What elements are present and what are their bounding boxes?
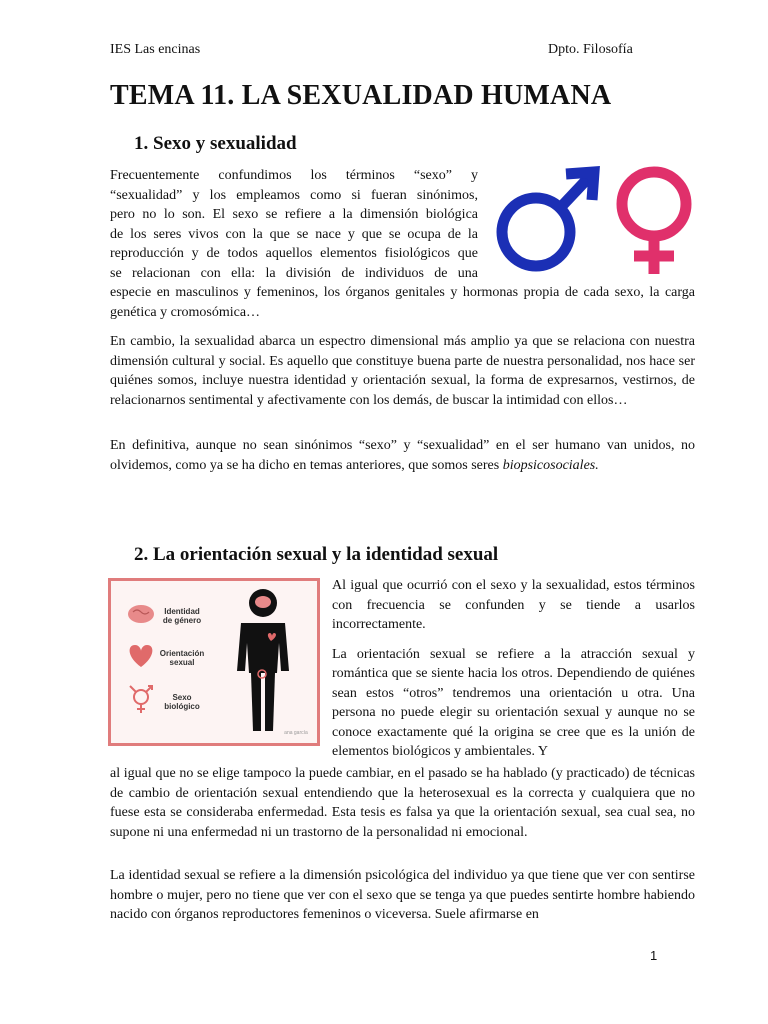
section-2-paragraph-3: La identidad sexual se refiere a la dimensión psicológica del individuo ya que tiene que ver con sentirse hombre o mujer, pero no tiene que ver con el sexo que se tenga ya que puedes sentirte hombre habiendo nacido con órganos reproductores femeninos o viceversa. Suele afirmarse en — [110, 868, 695, 922]
text-line: de los seres vivos con la que se nace y que se ocupa de la — [110, 226, 478, 242]
section-1-paragraph-1-rest: especie en masculinos y femeninos, los órganos genitales y hormonas propia de cada sexo, la carga genética y cromosómica… — [110, 285, 695, 320]
text-line: reproducción y de todos aquellos elementos fisiológicos que — [110, 246, 478, 261]
section-1-paragraph-2: En cambio, la sexualidad abarca un espectro dimensional más amplio ya que se relaciona con nuestra dimensión cultural y social. Es aquello que constituye buena parte de nuestra personalidad, nos hace ser quiénes somos, incluye nuestra identidad y orientación sexual, la forma de expresarnos, vestirnos, de relacionarnos sentimental y afectivamente con los demás, de buscar la intimidad con ellos… — [110, 334, 695, 408]
figure-label-orientation: Orientación sexual — [159, 649, 205, 667]
section-2-heading: 2. La orientación sexual y la identidad sexual — [134, 544, 499, 565]
document-title: TEMA 11. LA SEXUALIDAD HUMANA — [110, 80, 612, 111]
text-line: “sexualidad” y los empleamos como si fueran sinónimos, — [110, 187, 478, 203]
figure-label-identity: Identidad de género — [162, 607, 202, 625]
person-silhouette-icon — [237, 589, 289, 731]
text-line: Frecuentemente confundimos los términos “sexo” y — [110, 168, 478, 183]
page-number: 1 — [650, 948, 658, 963]
section-2-paragraph-2-rest: al igual que no se elige tampoco la puede cambiar, en el pasado se ha hablado (y practicado) de técnicas de cambio de orientación sexual entendiendo que la heterosexual es la correcta y cualquiera que no fuese esta se consideraba enfermedad. Esta tesis es falsa ya que la orientación sexual, sea cual sea, no supone ni una enfermedad ni un trastorno de la personalidad ni emocional. — [110, 766, 695, 840]
brain-icon — [128, 605, 154, 623]
heart-icon — [130, 645, 153, 667]
female-symbol-icon — [622, 172, 686, 274]
section-2-paragraph-1: Al igual que ocurrió con el sexo y la sexualidad, estos términos con frecuencia se confunden y se tiende a usarlos incorrectamente. — [332, 578, 695, 632]
emphasis-text: biopsicosociales. — [502, 457, 599, 473]
paragraph-text: En definitiva, aunque no sean sinónimos “sexo” y “sexualidad” en el ser humano van unidos, no olvidemos, como ya se ha dicho en temas anteriores, que somos seres — [110, 438, 695, 473]
male-symbol-icon — [502, 172, 594, 266]
text-line: se relacionan con ella: la división de individuos de una — [110, 265, 478, 281]
section-2-side-column — [332, 576, 695, 762]
section-1-paragraph-3 — [110, 436, 695, 475]
gender-symbol-icon — [130, 686, 152, 713]
section-2-paragraph-2-side: La orientación sexual se refiere a la atracción sexual y romántica que se siente hacia los otros. Dependiendo de quiénes sean estos “otros” tendremos una orientación u otra. Una persona no puede elegir su orientación sexual y aunque no se conoce exactamente qué la origina se cree que es la unión de elementos biológicos y ambientales. Y — [332, 646, 695, 759]
header-right: Dpto. Filosofía — [548, 42, 633, 57]
section-1-paragraph-1-wrapped — [110, 166, 478, 283]
header-left: IES Las encinas — [110, 42, 201, 57]
gender-symbols-figure — [488, 160, 700, 280]
figure-credit: ana garcía — [284, 730, 308, 736]
figure-label-sex: Sexo biológico — [164, 693, 200, 711]
identity-orientation-sex-figure — [108, 578, 320, 746]
section-1-heading: 1. Sexo y sexualidad — [134, 133, 297, 154]
text-line: pero no lo son. El sexo se refiere a la dimensión biológica — [110, 207, 478, 222]
